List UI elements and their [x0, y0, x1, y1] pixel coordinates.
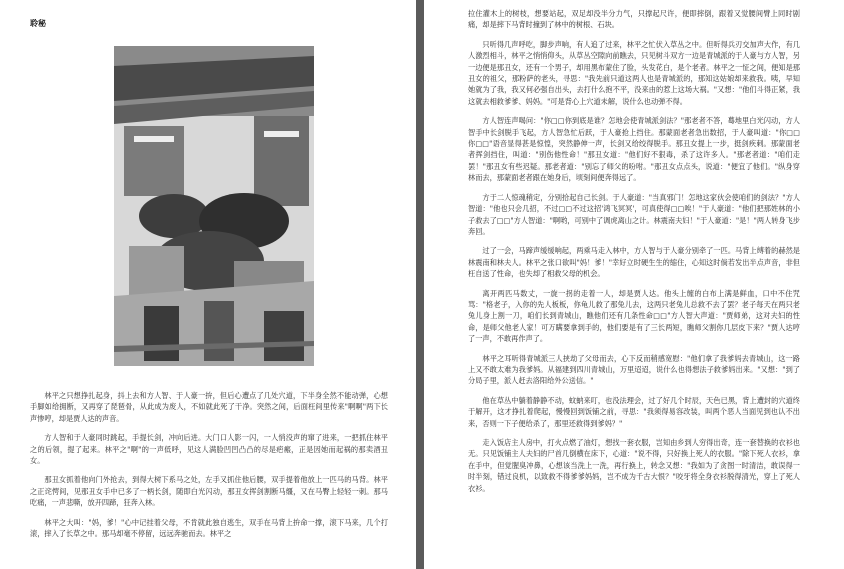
paragraph: 他在草丛中躺着静静不动，蚊蚋来叮，也没法理会，过了好几个时辰，天色已黑，背上遭封的穴道终于解开，这才挣扎着爬起，慢慢回到饭铺之前，寻思："我须得易容改装，叫两个恶人当面见到也认不出来，否则一下子便给杀了，那里还救得到爹妈？" [468, 395, 800, 428]
paragraph: 林平之大叫："妈，爹！"心中记挂着父母，不肯就此独自逃生，双手在马背上拚命一撑，滚下马来，几个打滚，摔入了长草之中。那马却毫不停留，远远奔驰而去。林平之 [30, 517, 388, 539]
left-text-block [30, 390, 388, 539]
tavern-illustration [114, 46, 314, 366]
right-page [424, 0, 844, 569]
left-page [0, 0, 416, 569]
page-gutter [416, 0, 424, 569]
paragraph: 拉住灌木上的树枝，想要站起，双足却没半分力气，只撑起尺许，便即摔倒，跟着又觉腰间臂上同时剧痛，却是摔下马背时撞到了林中的树根、石块。 [468, 9, 800, 30]
paragraph: 方人智连声喝问："你□□你到底是谁？怎地会使青城派剑法？"那老者不答，蓦地里白光闪动，方人智手中长剑脱手飞起，方人智急忙后跃，于人豪抢上挡住。那蒙面老者急出数招，于人豪叫道："你□□你□□"语音显得甚是惊惶，突然静伸一声，长剑又给绞得脱手。那丑女提上一步，挺剑疾刺。那蒙面老者挥剑挡住，叫道："别伤他性命！"那丑女道："他们好不狠毒，杀了这许多人。"那老者道："咱们走罢！"那丑女有些迟疑。那老者道："别忘了师父的吩咐。"那丑女点点头，说道："便宜了他们。"纵身穿林而去，那蒙面老者跟在她身后，顷刻间便奔得远了。 [468, 116, 800, 183]
paragraph: 方人智和于人豪同时跳起，手提长剑，冲向后进。大门口人影一闪，一人悄没声的窜了进来，一把抓住林平之的后领，提了起来。林平之"啊"的一声低呼，见这人满脸凹凹凸凸的尽是疤瘢，正是因她而起祸的那卖酒丑女。 [30, 433, 388, 466]
paragraph: 林平之只想挣扎起身，抖上去和方人智、于人豪一拚，但后心遭点了几处穴道，下半身全然不能动弹，心想手脚如给拥断，又再穿了琵琶骨，从此成为废人，不如就此死了干净。突然之间，后面枉间里传来"啊啊"两下长声惨哼，却是贾人达的声音。 [30, 391, 388, 423]
paragraph: 林平之耳听得青城派三人挟劫了父母而去，心下反而稍感宽慰："他们拿了我爹妈去青城山，这一路上又不敢太难为我爹妈。从福建到四川青城山，万里迢迢，说什么也得想法子救爹妈出来。"又想："到了分局子里，派人赶去洛阳给外公送信。" [468, 353, 800, 386]
paragraph: 方于二人惊魂稍定，分别拾起自己长剑。于人豪道："当真邪门！怎地这家伙会使咱们的剑法？"方人智道："他也只会几招，不过□□不过这招'鸿飞冥冥'，可真使得□□唉！"于人豪道："他们把那姓林的小子救去了□□"方人智道："啊哟，可别中了调虎离山之计。林震南夫妇！"于人豪道："是！"两人转身飞步奔回。 [468, 192, 800, 236]
paragraph: 只听得几声呼吃，脚步声响，有人追了过来，林平之忙伏入草丛之中。但听得兵刃交加声大作，有几人激烈相斗，林平之悄悄仰头，从草丛空隙向前瞧去，只见树斗双方一边是青城派的于人豪与方人智，另一边便是那丑女，还有一个男子，却用黑布蒙住了脸，头发花白，是个老者。林平之一怔之间，便知是那丑女的祖父，那粉萨的老头，寻思："我先前只道这两人也是青城派的，那知这姑娘却来救我。咦，早知她就为了我，我又何必强自出头，去打什么抱不平，没来由的惹上这场大祸。"又想："他们斗得正紧，我这就去相救爹爹、妈妈。"可是背心上穴道未解，说什么也动弹不得。 [468, 39, 800, 106]
paragraph: 过了一会，马蹄声缓缓响起，两乘马走入林中，方人智与于人豪分别牵了一匹。马背上缚着的赫然是林震南和林夫人。林平之张口欲叫"妈！爹！"幸好立时硬生生的缩住，心知这时倘若发出半点声音，非但枉自送了性命，也失却了相救父母的机会。 [468, 246, 800, 279]
paragraph: 走入饭店主人房中，打火点燃了油灯，想找一套衣服，岂知由乡到人穷得出奇，连一套替换的衣衫也无。只见饭铺主人夫妇的尸首几倒横在床下，心道："说不得，只好换上死人的衣服。"除下死人衣衫，拿在手中，但觉腥臭冲鼻，心想该当洗上一洗，再行换上，转念又想："我如为了贪图一时清洁，敢误得一时半刻，错过良机，以致救不得爹爹妈妈，岂不成为千古大恨？"咬牙将全身衣衫脱得清光，穿上了死人衣衫。 [468, 438, 800, 493]
paragraph: 离开两匹马数丈，一旋一拐的走着一人，却是贾人达。他头上缠的白布上满是鲜血，口中不住咒骂："格老子，入你的先人板板，你龟儿救了那兔儿去，这两只老兔儿总救不去了罢？老子每天在两只老兔儿身上割一刀，咱们长到青城山，瞧他们还有几条性命□□"方人智大声道："贾师弟，这对夫妇的性命，是师父他老人家！可万瞒要拿到手的，他们要是有了三长两短，瞧师父割你几层皮下来？"贾人达哼了一声，不敢再作声了。 [468, 288, 800, 344]
paragraph: 那丑女抓着他向门外抢去，到得大树下系马之处，左手又抓住他后腰，双手提着他放上一匹马的马背。林平之正诧愕间，见那丑女手中已多了一柄长剑，随即白光闪动，那丑女挥剑割断马缰，又在马臀上轻轻一刺。那马吃痛，一声悲嘶，放开四蹄，狂奔入林。 [30, 475, 388, 508]
running-header: 聆秘 [30, 19, 46, 28]
